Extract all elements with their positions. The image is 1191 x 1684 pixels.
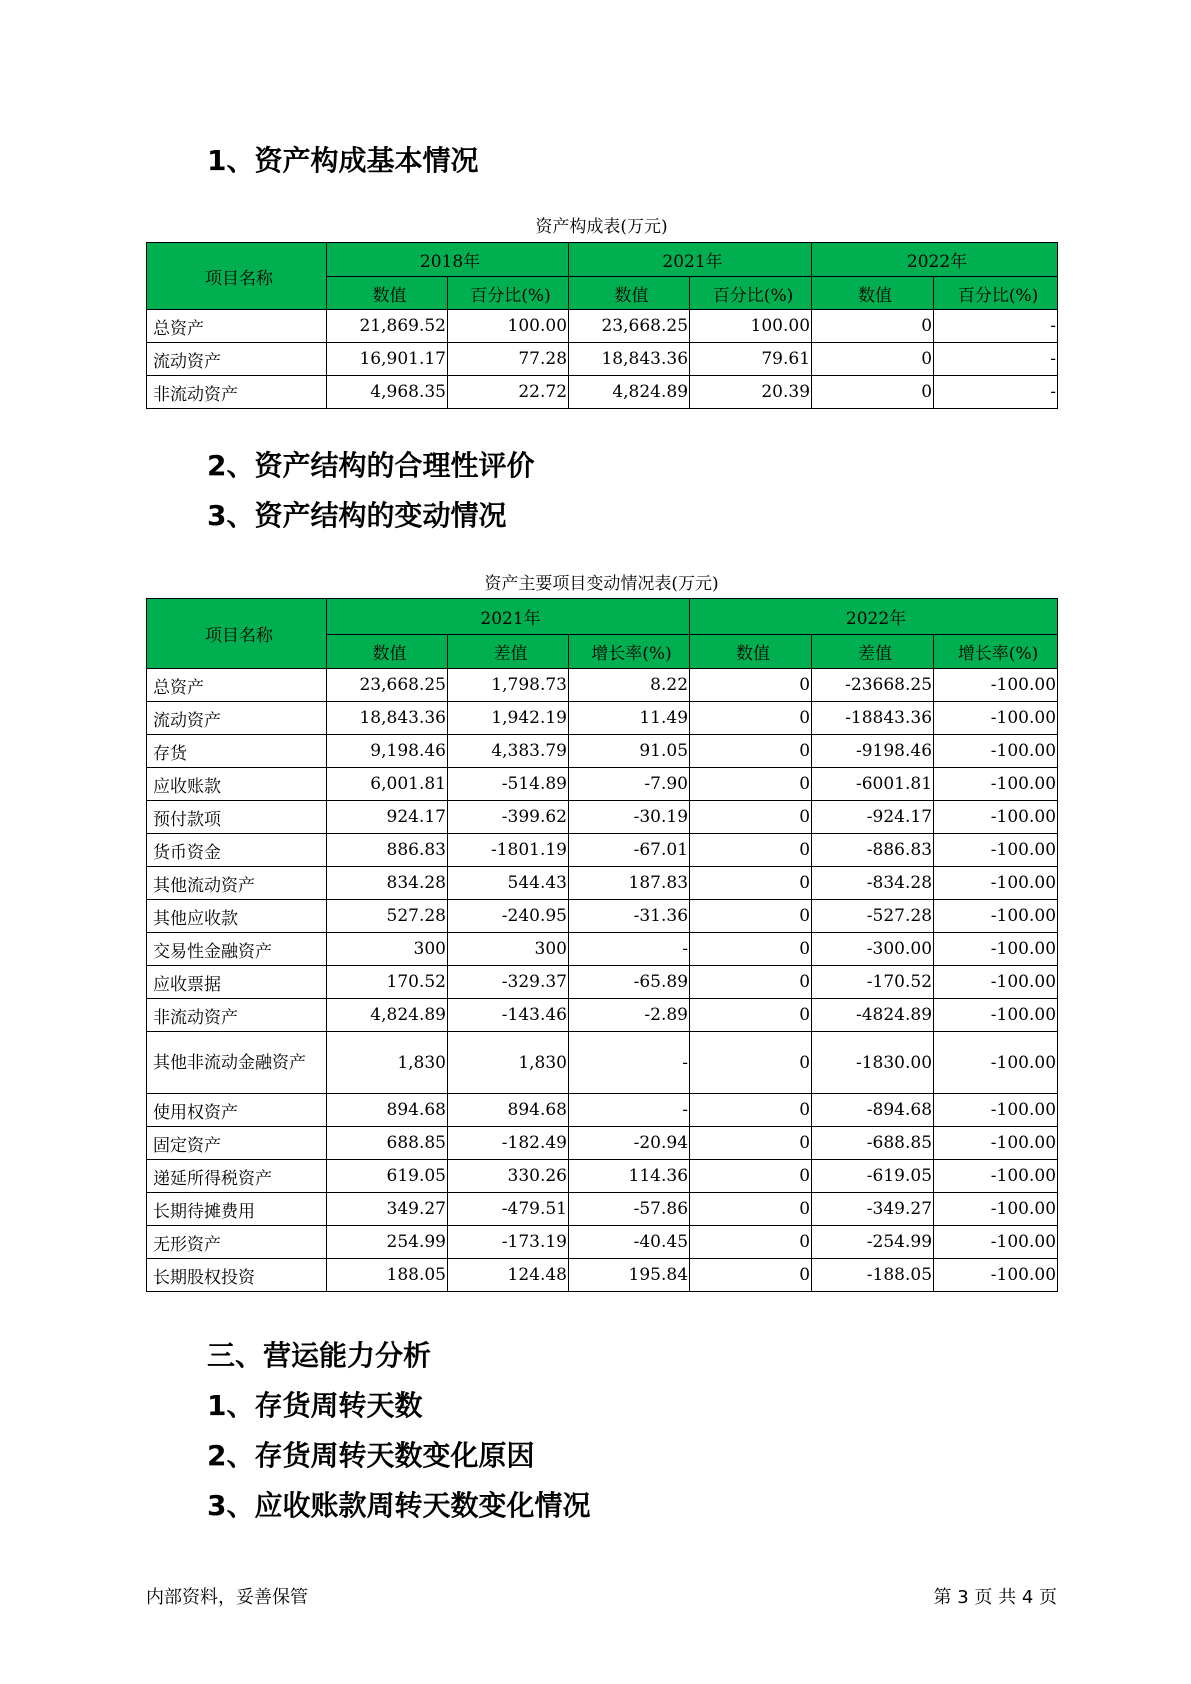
value-cell: -100.00 [934,1226,1058,1259]
value-cell: 0 [690,1032,812,1094]
value-cell: -688.85 [812,1127,934,1160]
value-cell: -100.00 [934,1259,1058,1292]
value-cell: -886.83 [812,834,934,867]
row-label-cell: 预付款项 [147,801,327,834]
value-cell: -182.49 [448,1127,569,1160]
value-cell: -100.00 [934,933,1058,966]
value-cell: 0 [690,1160,812,1193]
value-cell: -527.28 [812,900,934,933]
value-cell: 187.83 [569,867,690,900]
value-cell: 77.28 [448,343,569,376]
table-row [147,1032,1058,1094]
value-cell: - [934,376,1058,409]
table-row [147,1094,1058,1127]
row-label-cell: 交易性金融资产 [147,933,327,966]
row-label-cell: 流动资产 [147,702,327,735]
value-cell: -100.00 [934,834,1058,867]
column-header-year: 2022年 [690,599,1058,635]
table-row [147,735,1058,768]
row-label-cell: 其他非流动金融资产 [147,1032,327,1094]
column-subheader: 数值 [327,635,448,669]
value-cell: -143.46 [448,999,569,1032]
column-subheader: 增长率(%) [569,635,690,669]
value-cell: -100.00 [934,1127,1058,1160]
value-cell: -31.36 [569,900,690,933]
value-cell: 100.00 [690,310,812,343]
value-cell: 330.26 [448,1160,569,1193]
value-cell: -399.62 [448,801,569,834]
column-header-item-name: 项目名称 [147,599,327,669]
value-cell: -619.05 [812,1160,934,1193]
value-cell: -240.95 [448,900,569,933]
value-cell: 254.99 [327,1226,448,1259]
table-row [147,1127,1058,1160]
value-cell: -100.00 [934,801,1058,834]
value-cell: -100.00 [934,768,1058,801]
value-cell: -100.00 [934,900,1058,933]
table-row [147,834,1058,867]
value-cell: 349.27 [327,1193,448,1226]
value-cell: 0 [690,1127,812,1160]
column-subheader: 差值 [448,635,569,669]
value-cell: 0 [690,999,812,1032]
value-cell: 0 [690,933,812,966]
asset-changes-table-body [147,669,1058,1292]
table-row [147,867,1058,900]
value-cell: 834.28 [327,867,448,900]
value-cell: -2.89 [569,999,690,1032]
row-label-cell: 固定资产 [147,1127,327,1160]
value-cell: -67.01 [569,834,690,867]
column-header-year: 2021年 [569,243,812,277]
row-label-cell: 非流动资产 [147,999,327,1032]
value-cell: -924.17 [812,801,934,834]
value-cell: 170.52 [327,966,448,999]
table-row [147,900,1058,933]
value-cell: -57.86 [569,1193,690,1226]
value-cell: 544.43 [448,867,569,900]
column-header-year: 2022年 [812,243,1058,277]
value-cell: 0 [690,702,812,735]
row-label-cell: 其他流动资产 [147,867,327,900]
footer-confidential-note: 内部资料，妥善保管 [146,1587,308,1608]
table-row [147,1193,1058,1226]
value-cell: 23,668.25 [327,669,448,702]
value-cell: 0 [812,310,934,343]
value-cell: 0 [690,1193,812,1226]
value-cell: 894.68 [448,1094,569,1127]
value-cell: 20.39 [690,376,812,409]
value-cell: -100.00 [934,1193,1058,1226]
row-label-cell: 无形资产 [147,1226,327,1259]
value-cell: 0 [690,669,812,702]
value-cell: 1,942.19 [448,702,569,735]
value-cell: 188.05 [327,1259,448,1292]
value-cell: 18,843.36 [327,702,448,735]
value-cell: 91.05 [569,735,690,768]
value-cell: - [569,1094,690,1127]
value-cell: -100.00 [934,702,1058,735]
table-row [147,310,1058,343]
value-cell: 8.22 [569,669,690,702]
value-cell: 79.61 [690,343,812,376]
section-heading-inventory-turnover-reasons: 2、存货周转天数变化原因 [207,1439,535,1472]
value-cell: -170.52 [812,966,934,999]
column-subheader: 差值 [812,635,934,669]
value-cell: -9198.46 [812,735,934,768]
value-cell: 1,830 [448,1032,569,1094]
value-cell: 0 [690,1094,812,1127]
table-row [147,376,1058,409]
row-label-cell: 其他应收款 [147,900,327,933]
value-cell: 300 [327,933,448,966]
value-cell: -23668.25 [812,669,934,702]
value-cell: 894.68 [327,1094,448,1127]
value-cell: -329.37 [448,966,569,999]
table-row [147,669,1058,702]
value-cell: - [934,343,1058,376]
row-label-cell: 货币资金 [147,834,327,867]
table-row [147,801,1058,834]
value-cell: -834.28 [812,867,934,900]
value-cell: 924.17 [327,801,448,834]
value-cell: 527.28 [327,900,448,933]
value-cell: 124.48 [448,1259,569,1292]
section-heading-structure-changes: 3、资产结构的变动情况 [207,499,507,532]
value-cell: -894.68 [812,1094,934,1127]
column-subheader: 数值 [690,635,812,669]
column-header-item-name: 项目名称 [147,243,327,310]
value-cell: -7.90 [569,768,690,801]
value-cell: 0 [690,900,812,933]
value-cell: -30.19 [569,801,690,834]
value-cell: 0 [690,1259,812,1292]
column-subheader: 增长率(%) [934,635,1058,669]
value-cell: 300 [448,933,569,966]
asset-composition-table [146,242,1058,409]
column-subheader: 百分比(%) [690,277,812,310]
value-cell: 4,968.35 [327,376,448,409]
value-cell: 619.05 [327,1160,448,1193]
table-row [147,343,1058,376]
value-cell: -1830.00 [812,1032,934,1094]
value-cell: 4,383.79 [448,735,569,768]
value-cell: 0 [812,343,934,376]
value-cell: 100.00 [448,310,569,343]
value-cell: - [569,933,690,966]
value-cell: -100.00 [934,1032,1058,1094]
value-cell: 0 [690,768,812,801]
column-subheader: 百分比(%) [934,277,1058,310]
table-row [147,1226,1058,1259]
value-cell: -20.94 [569,1127,690,1160]
row-label-cell: 总资产 [147,310,327,343]
column-header-year: 2021年 [327,599,690,635]
table-row [147,999,1058,1032]
value-cell: -188.05 [812,1259,934,1292]
value-cell: 23,668.25 [569,310,690,343]
table-caption-asset-changes: 资产主要项目变动情况表(万元) [484,574,719,594]
value-cell: -100.00 [934,735,1058,768]
row-label-cell: 长期股权投资 [147,1259,327,1292]
value-cell: -479.51 [448,1193,569,1226]
value-cell: -173.19 [448,1226,569,1259]
table-row [147,1259,1058,1292]
asset-composition-table-body [147,310,1058,409]
table-row [147,933,1058,966]
column-subheader: 百分比(%) [448,277,569,310]
table-row [147,1160,1058,1193]
row-label-cell: 递延所得税资产 [147,1160,327,1193]
value-cell: 18,843.36 [569,343,690,376]
row-label-cell: 长期待摊费用 [147,1193,327,1226]
column-header-year: 2018年 [327,243,569,277]
row-label-cell: 使用权资产 [147,1094,327,1127]
row-label-cell: 存货 [147,735,327,768]
value-cell: 0 [690,834,812,867]
asset-changes-table [146,598,1058,1292]
value-cell: 0 [690,1226,812,1259]
footer-page-number: 第 3 页 共 4 页 [933,1587,1057,1608]
value-cell: -100.00 [934,966,1058,999]
table-row [147,966,1058,999]
value-cell: 11.49 [569,702,690,735]
value-cell: -349.27 [812,1193,934,1226]
section-heading-receivables-turnover: 3、应收账款周转天数变化情况 [207,1489,591,1522]
value-cell: -40.45 [569,1226,690,1259]
value-cell: 4,824.89 [569,376,690,409]
row-label-cell: 总资产 [147,669,327,702]
value-cell: -100.00 [934,999,1058,1032]
section-heading-operating-capacity: 三、营运能力分析 [207,1339,432,1372]
value-cell: 688.85 [327,1127,448,1160]
value-cell: 21,869.52 [327,310,448,343]
value-cell: - [569,1032,690,1094]
column-subheader: 数值 [327,277,448,310]
value-cell: 0 [812,376,934,409]
value-cell: -1801.19 [448,834,569,867]
value-cell: 195.84 [569,1259,690,1292]
value-cell: 886.83 [327,834,448,867]
row-label-cell: 非流动资产 [147,376,327,409]
value-cell: 0 [690,966,812,999]
row-label-cell: 应收账款 [147,768,327,801]
value-cell: -254.99 [812,1226,934,1259]
column-subheader: 数值 [812,277,934,310]
value-cell: 0 [690,867,812,900]
value-cell: -100.00 [934,1160,1058,1193]
table-row [147,702,1058,735]
row-label-cell: 应收票据 [147,966,327,999]
value-cell: 4,824.89 [327,999,448,1032]
value-cell: 9,198.46 [327,735,448,768]
value-cell: 0 [690,735,812,768]
value-cell: 114.36 [569,1160,690,1193]
value-cell: -300.00 [812,933,934,966]
value-cell: -65.89 [569,966,690,999]
table-caption-asset-composition: 资产构成表(万元) [535,217,668,237]
row-label-cell: 流动资产 [147,343,327,376]
value-cell: -100.00 [934,1094,1058,1127]
section-heading-asset-composition: 1、资产构成基本情况 [207,144,479,177]
value-cell: 6,001.81 [327,768,448,801]
value-cell: -18843.36 [812,702,934,735]
value-cell: 0 [690,801,812,834]
value-cell: -514.89 [448,768,569,801]
value-cell: -6001.81 [812,768,934,801]
value-cell: 16,901.17 [327,343,448,376]
value-cell: -100.00 [934,669,1058,702]
value-cell: 1,830 [327,1032,448,1094]
value-cell: 22.72 [448,376,569,409]
section-heading-structure-evaluation: 2、资产结构的合理性评价 [207,449,535,482]
value-cell: - [934,310,1058,343]
column-subheader: 数值 [569,277,690,310]
value-cell: 1,798.73 [448,669,569,702]
value-cell: -4824.89 [812,999,934,1032]
section-heading-inventory-turnover: 1、存货周转天数 [207,1389,423,1422]
value-cell: -100.00 [934,867,1058,900]
table-row [147,768,1058,801]
